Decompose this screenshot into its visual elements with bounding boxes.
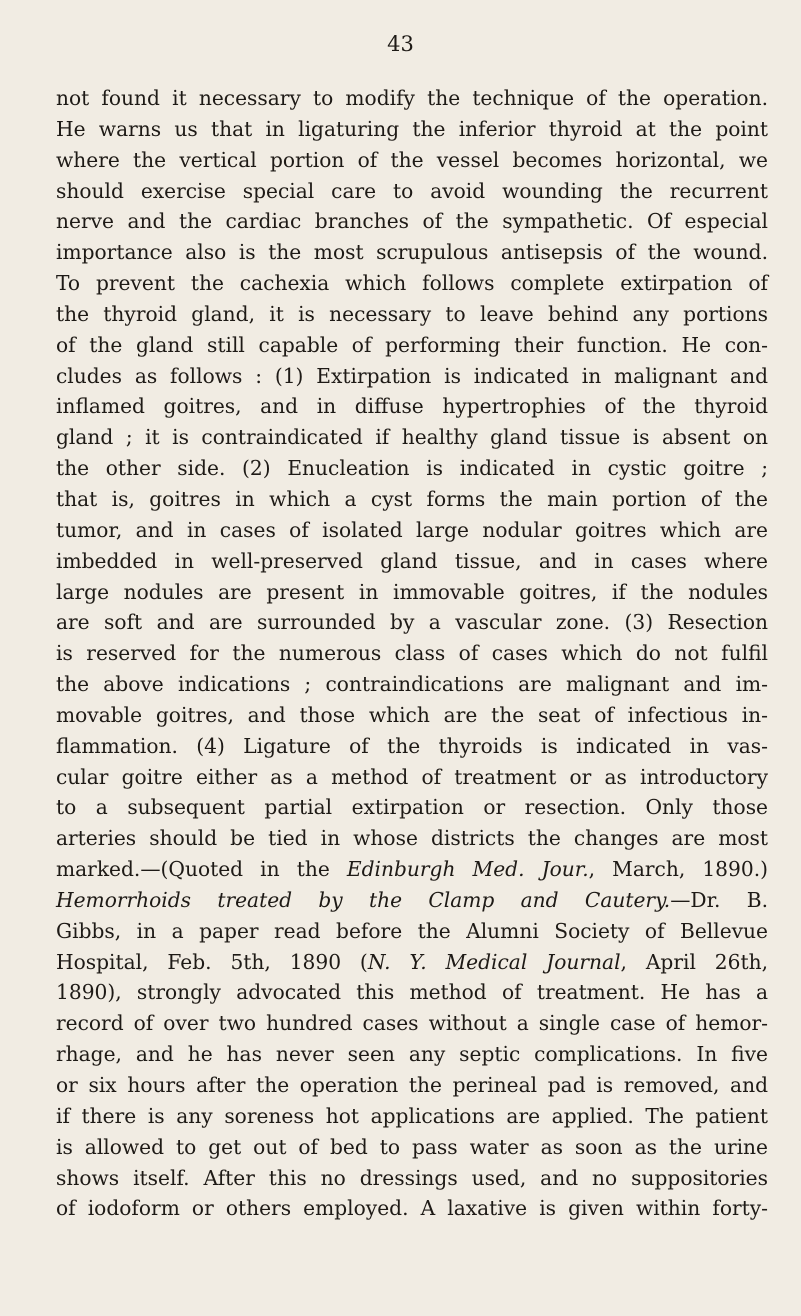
text-line: nerve and the cardiac branches of the sympathetic. Of especial — [56, 209, 768, 234]
text-line: not found it necessary to modify the technique of the operation. — [56, 86, 768, 110]
text-line: the other side. (2) Enucleation is indicated in cystic goitre ; — [56, 456, 768, 481]
text-line: should exercise special care to avoid wounding the recurrent — [56, 178, 768, 203]
text-line: To prevent the cachexia which follows complete extirpation of — [56, 271, 768, 296]
citation-text-before: marked.—(Quoted in the — [56, 857, 347, 882]
text-line: of the gland still capable of performing their function. He con- — [56, 332, 768, 357]
text-line: importance also is the most scrupulous antisepsis of the wound. — [56, 240, 768, 265]
hospital-text-before: Hospital, Feb. 5th, 1890 ( — [56, 949, 368, 974]
text-line: He warns us that in ligaturing the inferior thyroid at the point — [56, 116, 768, 141]
text-line: the thyroid gland, it is necessary to leave behind any portions — [56, 301, 768, 326]
text-line: movable goitres, and those which are the seat of infectious in- — [56, 702, 768, 727]
text-line: that is, goitres in which a cyst forms the main portion of the — [56, 486, 768, 511]
text-line: to a subsequent partial extirpation or resection. Only those — [56, 795, 768, 820]
text-line: is reserved for the numerous class of cases which do not fulfil — [56, 641, 768, 666]
text-line: the above indications ; contraindications are malignant and im- — [56, 672, 768, 697]
text-line: where the vertical portion of the vessel becomes horizontal, we — [56, 147, 768, 172]
text-line: if there is any soreness hot applications are applied. The patient — [56, 1103, 768, 1128]
text-line: is allowed to get out of bed to pass water as soon as the urine — [56, 1134, 768, 1159]
citation-text-after: , March, 1890.) — [588, 857, 768, 882]
citation-journal: Edinburgh Med. Jour. — [346, 857, 589, 882]
hospital-journal: N. Y. Medical Journal — [367, 949, 621, 974]
hospital-citation-line — [56, 947, 768, 978]
text-line: gland ; it is contraindicated if healthy gland tissue is absent on — [56, 425, 768, 450]
text-line: are soft and are surrounded by a vascular zone. (3) Resection — [56, 610, 768, 635]
hospital-text-after: , April 26th, — [620, 949, 768, 974]
text-line: cular goitre either as a method of treatment or as introductory — [56, 764, 768, 789]
text-line: flammation. (4) Ligature of the thyroids is indicated in vas- — [56, 733, 768, 758]
text-line: 1890), strongly advocated this method of treatment. He has a — [56, 980, 768, 1005]
text-line: rhage, and he has never seen any septic complications. In five — [56, 1042, 768, 1067]
page-number: 43 — [387, 32, 414, 56]
text-line: shows itself. After this no dressings used, and no suppositories — [56, 1165, 768, 1190]
body-text — [56, 83, 768, 1224]
text-line: large nodules are present in immovable goitres, if the nodules — [56, 579, 768, 604]
section-heading-line — [56, 885, 768, 916]
text-line: imbedded in well-preserved gland tissue, and in cases where — [56, 548, 768, 573]
text-line: record of over two hundred cases without a single case of hemor- — [56, 1011, 768, 1036]
text-line: tumor, and in cases of isolated large nodular goitres which are — [56, 517, 768, 542]
text-line: or six hours after the operation the perineal pad is removed, and — [56, 1073, 768, 1097]
section-heading-after: —Dr. B. — [670, 887, 769, 912]
text-line: of iodoform or others employed. A laxative is given within forty- — [56, 1196, 768, 1221]
section-heading: Hemorrhoids treated by the Clamp and Cautery. — [56, 887, 671, 912]
text-line: cludes as follows : (1) Extirpation is indicated in malignant and — [56, 363, 768, 388]
text-line: inflamed goitres, and in diffuse hypertrophies of the thyroid — [56, 394, 768, 419]
text-line: arteries should be tied in whose districts the changes are most — [56, 826, 768, 851]
text-line: Gibbs, in a paper read before the Alumni Society of Bellevue — [56, 918, 768, 943]
citation-line — [56, 854, 768, 885]
